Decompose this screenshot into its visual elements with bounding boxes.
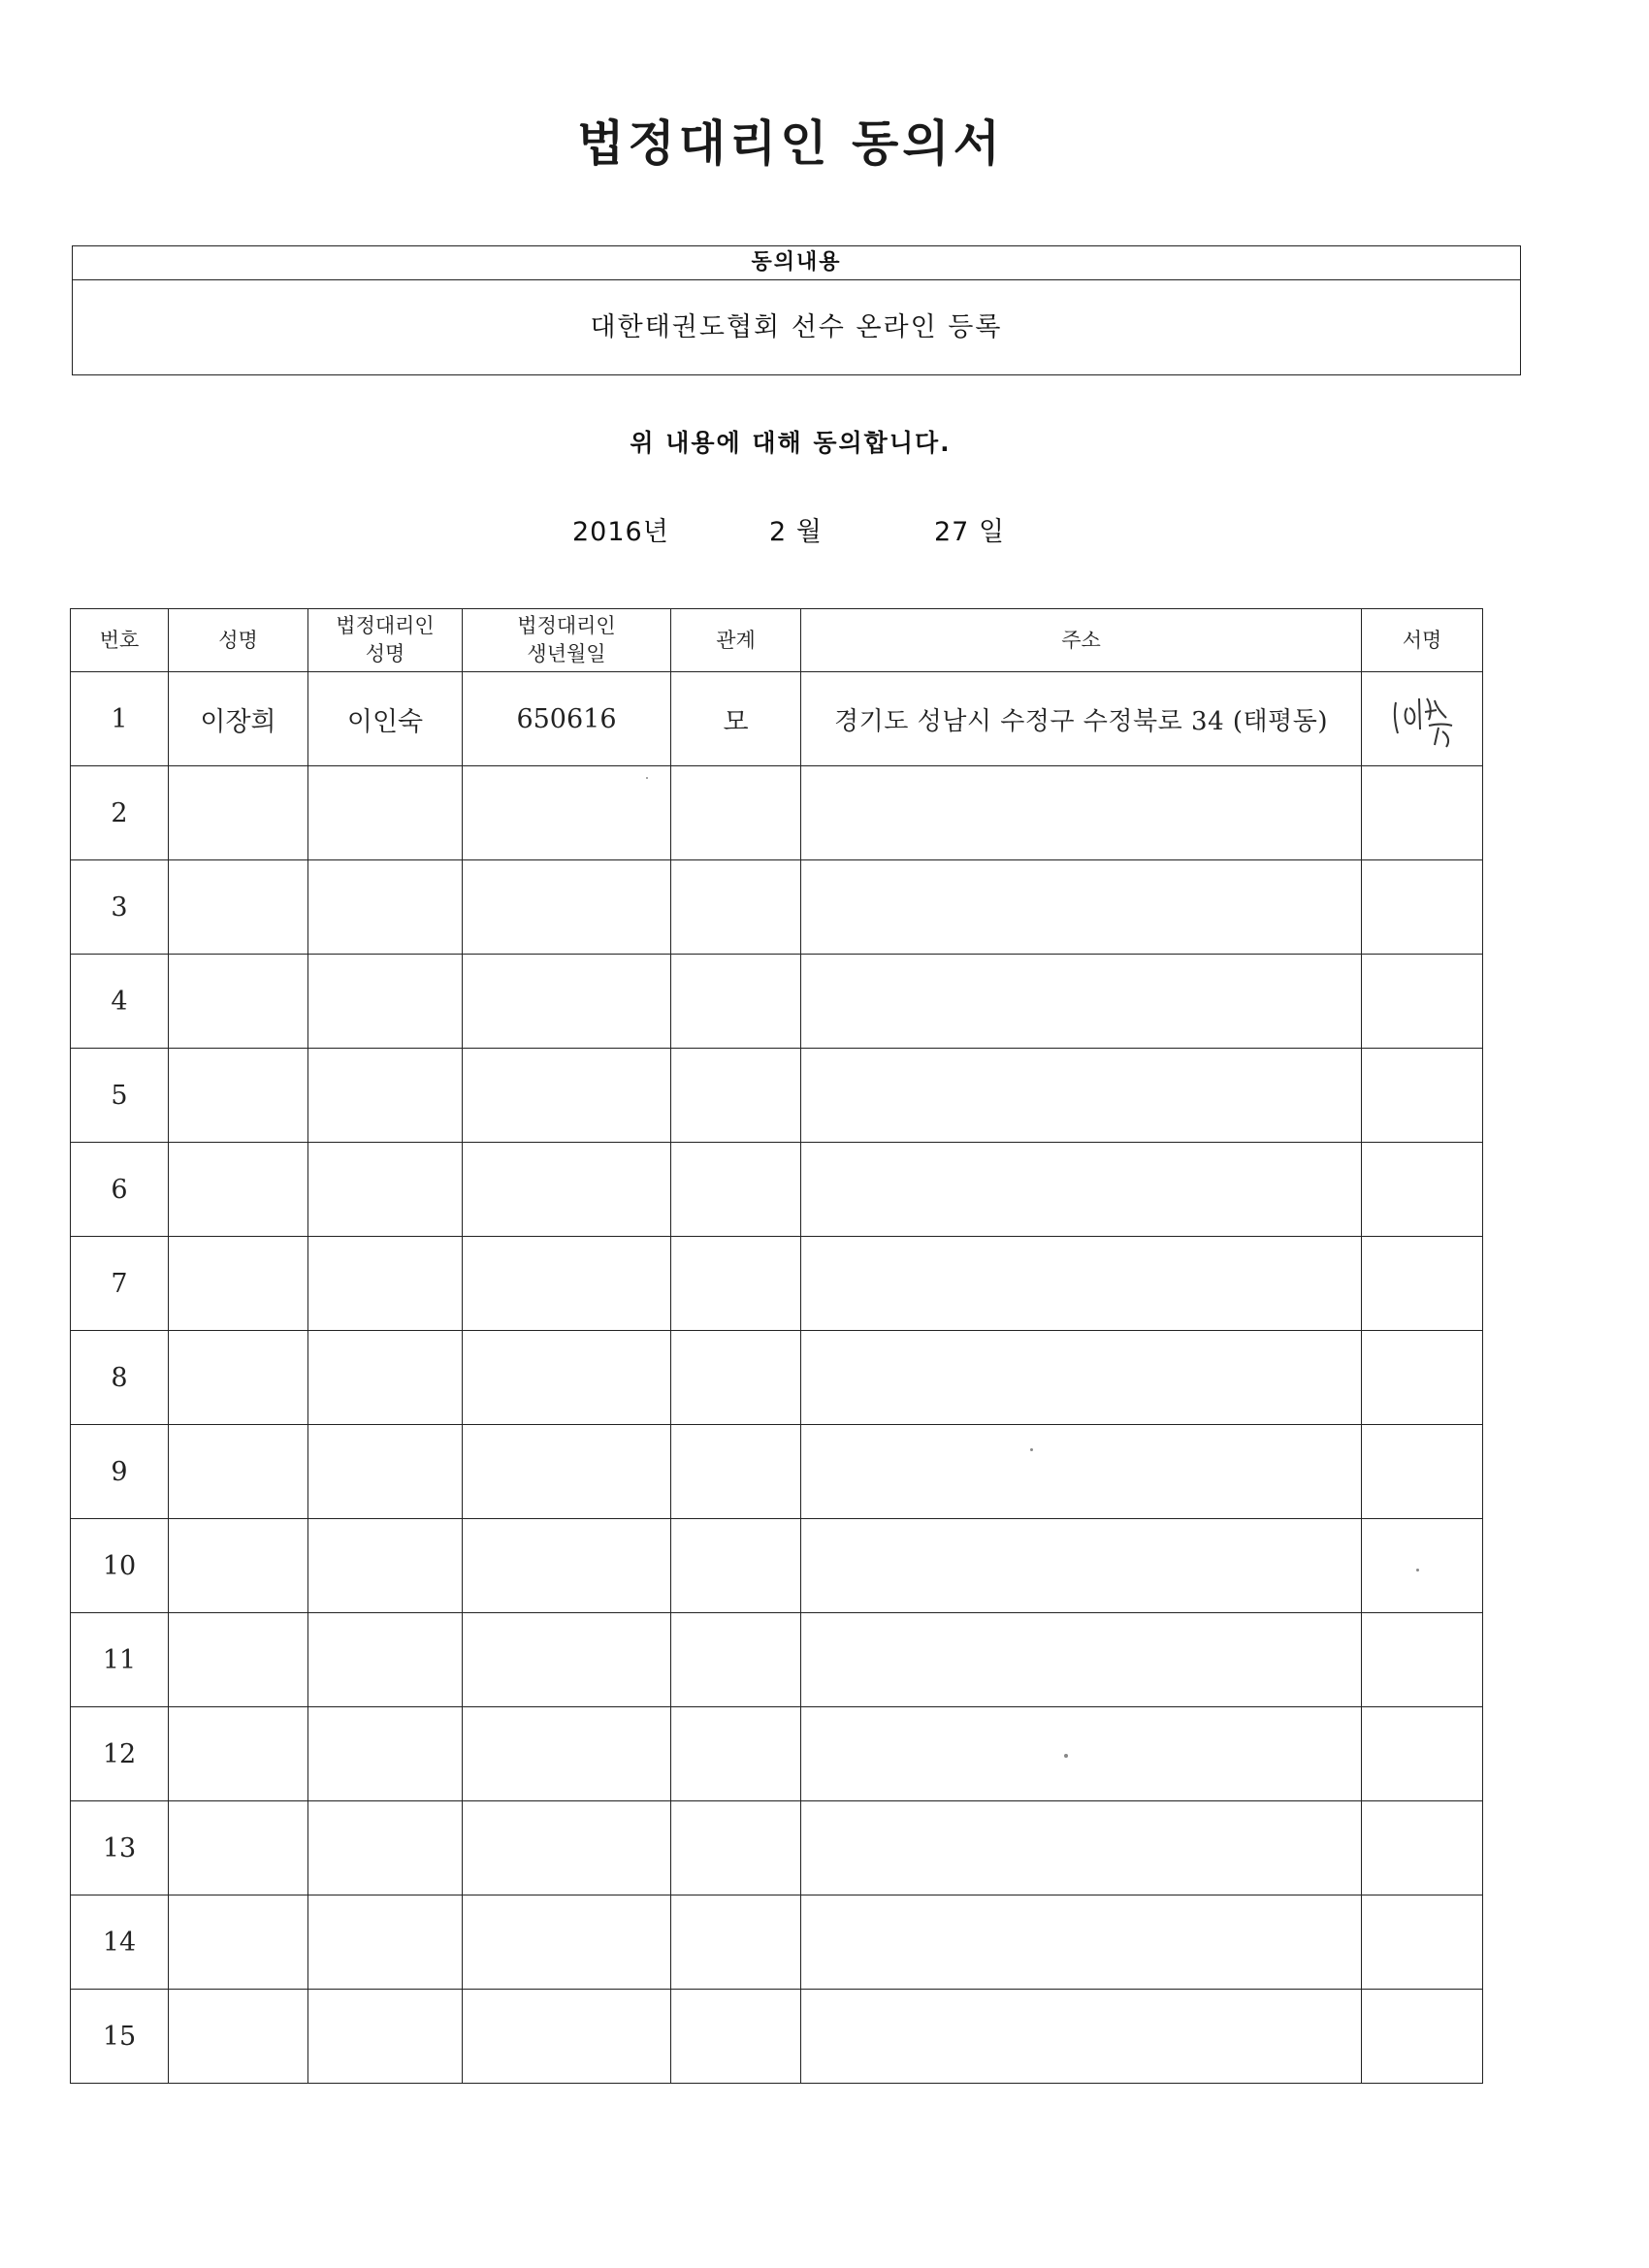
scan-speck bbox=[1064, 1754, 1068, 1758]
cell-signature bbox=[1362, 1519, 1483, 1613]
cell-guardian-birth bbox=[463, 766, 671, 860]
cell-number: 8 bbox=[71, 1331, 169, 1425]
cell-guardian-name bbox=[308, 1707, 463, 1801]
cell-name bbox=[169, 1519, 308, 1613]
guardian-table bbox=[70, 608, 1483, 2084]
cell-guardian-name bbox=[308, 1049, 463, 1143]
scan-speck bbox=[646, 777, 648, 779]
cell-guardian-name bbox=[308, 1990, 463, 2084]
cell-address bbox=[801, 860, 1362, 955]
cell-address bbox=[801, 1425, 1362, 1519]
cell-name bbox=[169, 1237, 308, 1331]
cell-number: 7 bbox=[71, 1237, 169, 1331]
table-row bbox=[71, 1143, 1483, 1237]
cell-signature bbox=[1362, 1049, 1483, 1143]
cell-guardian-birth bbox=[463, 1895, 671, 1990]
cell-relation bbox=[671, 860, 801, 955]
consent-header: 동의내용 bbox=[73, 246, 1520, 280]
cell-name bbox=[169, 1895, 308, 1990]
header-guardian-birth: 법정대리인 생년월일 bbox=[463, 609, 671, 672]
table-row bbox=[71, 1613, 1483, 1707]
cell-relation bbox=[671, 1143, 801, 1237]
cell-relation bbox=[671, 1707, 801, 1801]
cell-guardian-birth bbox=[463, 1425, 671, 1519]
cell-address bbox=[801, 955, 1362, 1049]
header-name: 성명 bbox=[169, 609, 308, 672]
cell-number: 3 bbox=[71, 860, 169, 955]
cell-name bbox=[169, 1801, 308, 1895]
table-row bbox=[71, 1895, 1483, 1990]
cell-number: 4 bbox=[71, 955, 169, 1049]
header-signature: 서명 bbox=[1362, 609, 1483, 672]
consent-box bbox=[72, 245, 1521, 375]
cell-guardian-name bbox=[308, 860, 463, 955]
cell-number: 12 bbox=[71, 1707, 169, 1801]
document-title: 법정대리인 동의서 bbox=[577, 115, 1004, 172]
cell-address bbox=[801, 1143, 1362, 1237]
cell-guardian-name bbox=[308, 1331, 463, 1425]
cell-guardian-name: 이인숙 bbox=[308, 672, 463, 766]
cell-guardian-birth bbox=[463, 1990, 671, 2084]
cell-signature bbox=[1362, 1895, 1483, 1990]
header-guardian-name: 법정대리인 성명 bbox=[308, 609, 463, 672]
table-row bbox=[71, 1049, 1483, 1143]
cell-relation bbox=[671, 1049, 801, 1143]
cell-guardian-name bbox=[308, 1895, 463, 1990]
cell-guardian-birth bbox=[463, 955, 671, 1049]
table-row bbox=[71, 860, 1483, 955]
cell-guardian-name bbox=[308, 766, 463, 860]
cell-number: 1 bbox=[71, 672, 169, 766]
cell-signature bbox=[1362, 1990, 1483, 2084]
cell-number: 15 bbox=[71, 1990, 169, 2084]
cell-address: 경기도 성남시 수정구 수정북로 34 (태평동) bbox=[801, 672, 1362, 766]
cell-relation bbox=[671, 1613, 801, 1707]
cell-relation bbox=[671, 955, 801, 1049]
table-row bbox=[71, 1519, 1483, 1613]
cell-name bbox=[169, 1049, 308, 1143]
cell-relation bbox=[671, 1801, 801, 1895]
cell-number: 10 bbox=[71, 1519, 169, 1613]
cell-name bbox=[169, 1613, 308, 1707]
cell-name bbox=[169, 1331, 308, 1425]
table-row bbox=[71, 1237, 1483, 1331]
cell-address bbox=[801, 1801, 1362, 1895]
table-row bbox=[71, 1707, 1483, 1801]
cell-number: 14 bbox=[71, 1895, 169, 1990]
cell-relation bbox=[671, 1237, 801, 1331]
header-number: 번호 bbox=[71, 609, 169, 672]
consent-content: 대한태권도협회 선수 온라인 등록 bbox=[590, 312, 1003, 342]
cell-name bbox=[169, 1707, 308, 1801]
date-month: 2 월 bbox=[769, 517, 823, 547]
cell-address bbox=[801, 1331, 1362, 1425]
cell-name bbox=[169, 1990, 308, 2084]
cell-guardian-name bbox=[308, 1143, 463, 1237]
date-day: 27 일 bbox=[934, 517, 1006, 547]
cell-guardian-birth bbox=[463, 860, 671, 955]
cell-address bbox=[801, 1707, 1362, 1801]
table-header-row bbox=[71, 609, 1483, 672]
cell-address bbox=[801, 1237, 1362, 1331]
table-row bbox=[71, 1425, 1483, 1519]
table-row bbox=[71, 955, 1483, 1049]
cell-signature bbox=[1362, 766, 1483, 860]
header-address: 주소 bbox=[801, 609, 1362, 672]
cell-relation bbox=[671, 1895, 801, 1990]
cell-guardian-name bbox=[308, 1519, 463, 1613]
cell-signature bbox=[1362, 1331, 1483, 1425]
cell-guardian-birth bbox=[463, 1143, 671, 1237]
cell-number: 6 bbox=[71, 1143, 169, 1237]
cell-guardian-birth bbox=[463, 1049, 671, 1143]
cell-signature bbox=[1362, 1613, 1483, 1707]
cell-name: 이장희 bbox=[169, 672, 308, 766]
cell-relation: 모 bbox=[671, 672, 801, 766]
table-row bbox=[71, 1801, 1483, 1895]
cell-address bbox=[801, 1613, 1362, 1707]
date-year: 2016년 bbox=[572, 517, 669, 547]
cell-guardian-name bbox=[308, 1237, 463, 1331]
cell-guardian-name bbox=[308, 1801, 463, 1895]
cell-relation bbox=[671, 1519, 801, 1613]
cell-signature bbox=[1362, 955, 1483, 1049]
cell-name bbox=[169, 955, 308, 1049]
cell-number: 9 bbox=[71, 1425, 169, 1519]
cell-guardian-birth bbox=[463, 1707, 671, 1801]
cell-name bbox=[169, 766, 308, 860]
cell-guardian-birth bbox=[463, 1519, 671, 1613]
cell-relation bbox=[671, 1990, 801, 2084]
handwritten-signature bbox=[1378, 685, 1466, 753]
table-row bbox=[71, 1990, 1483, 2084]
table-row bbox=[71, 672, 1483, 766]
table-row bbox=[71, 1331, 1483, 1425]
cell-relation bbox=[671, 766, 801, 860]
header-relation: 관계 bbox=[671, 609, 801, 672]
cell-signature bbox=[1362, 672, 1483, 766]
cell-guardian-birth: 650616 bbox=[463, 672, 671, 766]
cell-name bbox=[169, 1425, 308, 1519]
cell-number: 2 bbox=[71, 766, 169, 860]
cell-guardian-birth bbox=[463, 1237, 671, 1331]
cell-guardian-name bbox=[308, 1425, 463, 1519]
table-row bbox=[71, 766, 1483, 860]
cell-signature bbox=[1362, 860, 1483, 955]
cell-number: 11 bbox=[71, 1613, 169, 1707]
cell-name bbox=[169, 860, 308, 955]
cell-name bbox=[169, 1143, 308, 1237]
cell-signature bbox=[1362, 1707, 1483, 1801]
cell-number: 13 bbox=[71, 1801, 169, 1895]
cell-relation bbox=[671, 1331, 801, 1425]
cell-signature bbox=[1362, 1425, 1483, 1519]
cell-address bbox=[801, 1990, 1362, 2084]
cell-guardian-name bbox=[308, 1613, 463, 1707]
cell-address bbox=[801, 1049, 1362, 1143]
cell-guardian-birth bbox=[463, 1801, 671, 1895]
cell-number: 5 bbox=[71, 1049, 169, 1143]
cell-signature bbox=[1362, 1237, 1483, 1331]
scan-speck bbox=[1416, 1569, 1419, 1571]
cell-address bbox=[801, 1519, 1362, 1613]
cell-guardian-birth bbox=[463, 1331, 671, 1425]
cell-address bbox=[801, 766, 1362, 860]
cell-signature bbox=[1362, 1801, 1483, 1895]
cell-signature bbox=[1362, 1143, 1483, 1237]
cell-address bbox=[801, 1895, 1362, 1990]
cell-guardian-birth bbox=[463, 1613, 671, 1707]
cell-guardian-name bbox=[308, 955, 463, 1049]
agreement-statement: 위 내용에 대해 동의합니다. bbox=[630, 429, 952, 457]
cell-relation bbox=[671, 1425, 801, 1519]
scan-speck bbox=[1030, 1448, 1033, 1451]
